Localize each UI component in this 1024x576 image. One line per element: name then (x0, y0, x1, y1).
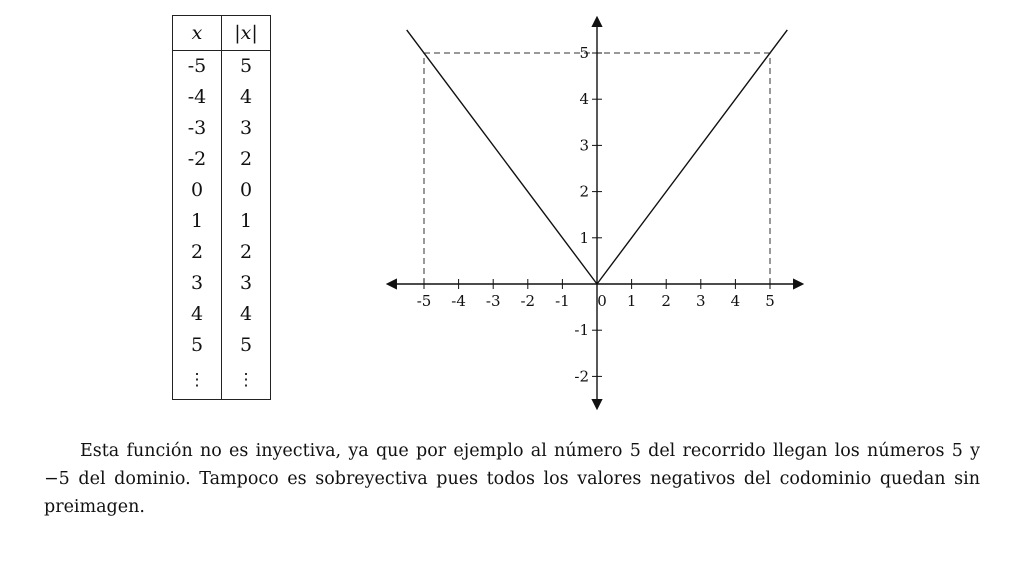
y-tick-label: 3 (579, 136, 589, 155)
y-tick-label: 5 (579, 44, 589, 62)
header-abs-x: |x| (222, 16, 271, 51)
absolute-value-graph (380, 14, 810, 414)
cell-abs-x: 2 (239, 241, 253, 263)
table-row (173, 144, 271, 175)
cell-x: 5 (173, 330, 222, 361)
cell-x: 2 (173, 237, 222, 268)
cell-abs-x: 3 (239, 272, 253, 294)
table-row-continuation (173, 361, 271, 400)
x-tick-label: 1 (626, 292, 637, 310)
x-tick-label: -2 (520, 292, 536, 310)
table-row (173, 299, 271, 330)
table-body (173, 51, 271, 400)
x-tick-label: -5 (416, 292, 432, 310)
cell-abs-x: 5 (239, 334, 253, 356)
cell-x: -4 (173, 82, 222, 113)
table-row (173, 113, 271, 144)
table-row (173, 268, 271, 299)
x-tick-label: 4 (730, 292, 741, 310)
x-tick-label: 5 (765, 292, 775, 310)
continuation-dots: ⋮ (173, 361, 222, 400)
header-x: x (173, 16, 222, 51)
table-row (173, 51, 271, 83)
table-row (173, 237, 271, 268)
cell-abs-x: 4 (239, 303, 253, 325)
y-tick-label: 2 (579, 182, 589, 201)
continuation-dots: ⋮ (237, 370, 255, 390)
cell-abs-x: 0 (239, 179, 253, 201)
cell-abs-x: 5 (239, 55, 253, 77)
cell-abs-x: 1 (239, 210, 253, 232)
table-row (173, 175, 271, 206)
y-tick-label: 4 (579, 90, 589, 109)
x-tick-label: 0 (597, 292, 607, 310)
y-tick-label: -1 (574, 321, 589, 340)
cell-abs-x: 2 (239, 148, 253, 170)
cell-x: 4 (173, 299, 222, 330)
axis-tick-labels (417, 44, 775, 385)
cell-x: 3 (173, 268, 222, 299)
table-row (173, 82, 271, 113)
cell-x: 0 (173, 175, 222, 206)
explanation-paragraph: Esta función no es inyectiva, ya que por ejemplo al número 5 del recorrido llegan los números 5 y −5 del dominio. Tampoco es sobreyectiva pues todos los valores negativos del codominio quedan sin preimagen. (44, 441, 980, 517)
x-tick-label: 3 (696, 292, 706, 310)
cell-x: 1 (173, 206, 222, 237)
cell-x: -5 (173, 51, 222, 83)
y-tick-label: 1 (579, 228, 589, 247)
cell-x: -3 (173, 113, 222, 144)
value-table (172, 15, 271, 400)
cell-abs-x: 4 (239, 86, 253, 108)
table-row (173, 330, 271, 361)
table-row (173, 206, 271, 237)
cell-abs-x: 3 (239, 117, 253, 139)
x-tick-label: -1 (555, 292, 570, 310)
y-tick-label: -2 (574, 367, 589, 386)
cell-x: -2 (173, 144, 222, 175)
x-tick-label: 2 (661, 292, 671, 310)
x-tick-label: -3 (485, 292, 501, 310)
x-tick-label: -4 (451, 292, 466, 310)
table-header-row (173, 16, 271, 51)
